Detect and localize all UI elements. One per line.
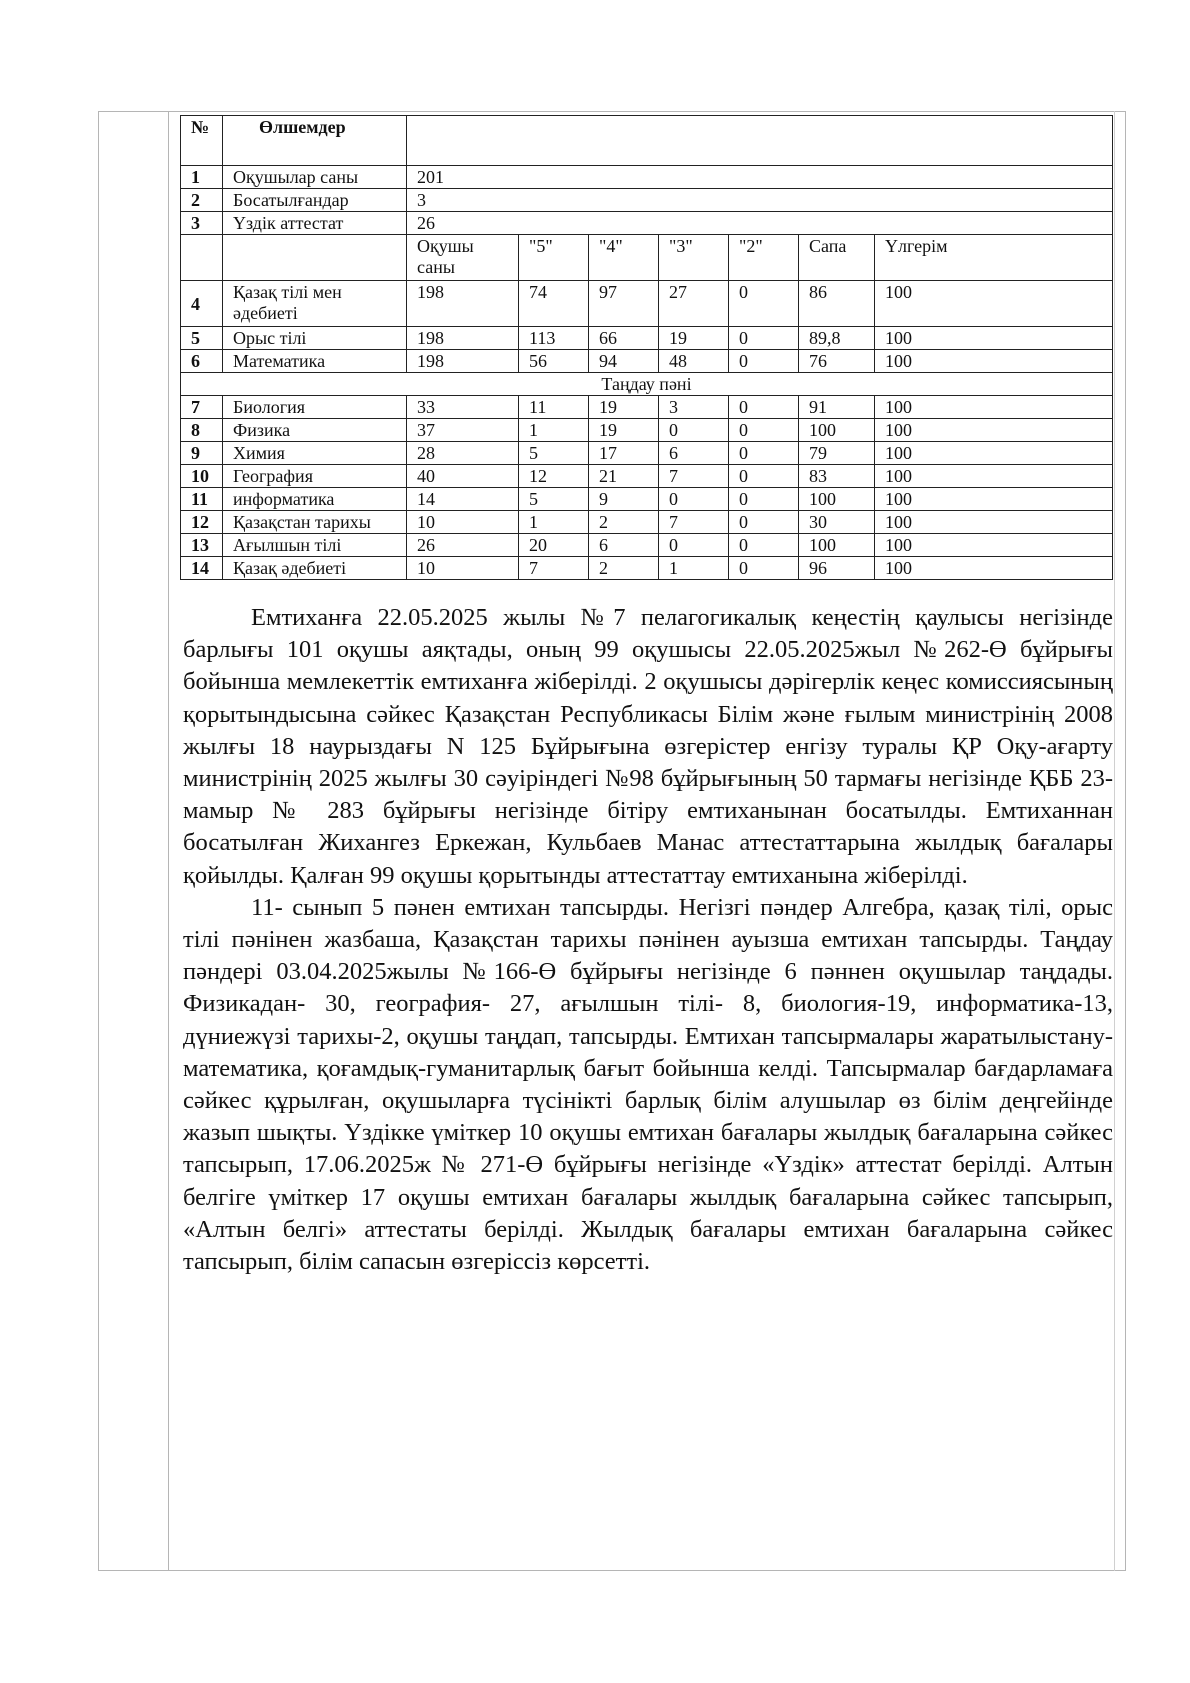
subject-name: Физика [223,419,407,442]
subject-row [181,488,1113,511]
table-cell: 37 [407,419,519,442]
table-cell: 96 [799,557,875,580]
row-value: 3 [407,189,1113,212]
subject-name: информатика [223,488,407,511]
table-cell: 100 [875,419,1113,442]
table-cell: 11 [519,396,589,419]
table-cell: 198 [407,327,519,350]
subject-row [181,281,1113,327]
header-empty [407,116,1113,166]
subject-row [181,557,1113,580]
table-cell: 1 [659,557,729,580]
table-cell: 0 [729,350,799,373]
table-cell: 100 [875,350,1113,373]
row-number: 4 [181,281,223,327]
subject-row [181,350,1113,373]
row-label: Үздік аттестат [223,212,407,235]
table-cell: 0 [729,396,799,419]
table-cell: 198 [407,281,519,327]
table-cell: 0 [729,442,799,465]
row-number: 8 [181,419,223,442]
table-cell: 28 [407,442,519,465]
table-cell: 6 [589,534,659,557]
table-cell: 17 [589,442,659,465]
row-number: 7 [181,396,223,419]
subject-name: Қазақ әдебиеті [223,557,407,580]
table-cell: 1 [519,419,589,442]
table-cell: 100 [875,396,1113,419]
table-cell: 33 [407,396,519,419]
paragraph: Емтиханға 22.05.2025 жылы №7 пелагогикалық кеңестің қаулысы негізінде барлығы 101 оқушы аяқтады, оның 99 оқушысы 22.05.2025жыл №262-Ө бұйрығы бойынша мемлекеттік емтиханға жіберілді. 2 оқушысы дәрігерлік кеңес комиссиясының қорытындысына сәйкес Қазақстан Республикасы Білім және ғылым министрінің 2008 жылғы 18 наурыздағы N 125 Бұйрығына өзгерістер енгізу туралы ҚР Оқу-ағарту министрінің 2025 жылғы 30 сәуіріндегі №98 бұйрығының 50 тармағы негізінде ҚББ 23-мамыр № 283 бұйрығы негізінде бітіру емтиханынан босатылды. Емтиханнан босатылған Жихангез Еркежан, Кульбаев Манас аттестаттарына жылдық бағалары қойылды. Қалған 99 оқушы қорытынды аттестаттау емтиханына жіберілді. [183,604,1113,889]
subject-name: Орыс тілі [223,327,407,350]
table-cell: 2 [589,511,659,534]
table-cell: 0 [729,488,799,511]
table-cell: 12 [519,465,589,488]
table-cell: 7 [519,557,589,580]
table-cell: 9 [589,488,659,511]
table-cell: 100 [875,557,1113,580]
table-cell: 94 [589,350,659,373]
table-cell: 100 [875,327,1113,350]
table-cell: 100 [875,488,1113,511]
table-cell: 30 [799,511,875,534]
row-number: 13 [181,534,223,557]
table-cell: 48 [659,350,729,373]
subject-row [181,511,1113,534]
table-cell: 5 [519,488,589,511]
table-cell: 76 [799,350,875,373]
table-cell: 100 [875,511,1113,534]
table-cell: 100 [875,465,1113,488]
results-table [180,115,1113,580]
column-header: Оқушы саны [407,235,519,281]
row-value: 26 [407,212,1113,235]
summary-row [181,166,1113,189]
subject-name: География [223,465,407,488]
elective-title: Таңдау пәні [181,373,1113,396]
table-cell: 0 [659,488,729,511]
column-header: Сапа [799,235,875,281]
row-label: Оқушылар саны [223,166,407,189]
table-cell: 6 [659,442,729,465]
table-cell: 100 [799,419,875,442]
table-cell: 79 [799,442,875,465]
table-cell: 83 [799,465,875,488]
row-label: Босатылғандар [223,189,407,212]
subject-name: Химия [223,442,407,465]
columns-header-row [181,235,1113,281]
table-cell: 100 [799,488,875,511]
row-number: 2 [181,189,223,212]
row-number: 14 [181,557,223,580]
row-number: 5 [181,327,223,350]
frame-inner-line [1114,111,1115,1571]
table-cell: 40 [407,465,519,488]
table-cell: 0 [729,511,799,534]
subject-row [181,396,1113,419]
report-text [183,602,1113,1278]
elective-section-row [181,373,1113,396]
table-cell: 0 [729,557,799,580]
row-number: 3 [181,212,223,235]
table-cell: 74 [519,281,589,327]
table-cell: 100 [875,442,1113,465]
subject-row [181,534,1113,557]
subject-row [181,419,1113,442]
blank-cell [181,235,223,281]
header-num: № [181,116,223,166]
table-cell: 10 [407,557,519,580]
row-number: 9 [181,442,223,465]
table-cell: 91 [799,396,875,419]
summary-row [181,189,1113,212]
table-cell: 56 [519,350,589,373]
table-cell: 97 [589,281,659,327]
row-value: 201 [407,166,1113,189]
table-cell: 26 [407,534,519,557]
table-cell: 198 [407,350,519,373]
paragraph: 11- сынып 5 пәнен емтихан тапсырды. Негізгі пәндер Алгебра, қазақ тілі, орыс тілі пәнінен жазбаша, Қазақстан тарихы пәнінен ауызша емтихан тапсырды. Таңдау пәндері 03.04.2025жылы №166-Ө бұйрығы негізінде 6 пәннен оқушылар таңдады. Физикадан- 30, география- 27, ағылшын тілі- 8, биология-19, информатика-13, дүниежүзі тарихы-2, оқушы таңдап, тапсырды. Емтихан тапсырмалары жаратылыстану- математика, қоғамдық-гуманитарлық бағыт бойынша келді. Тапсырмалар бағдарламаға сәйкес құрылған, оқушыларға түсінікті барлық білім алушылар өз білім деңгейінде жазып шықты. Үздікке үміткер 10 оқушы емтихан бағалары жылдық бағаларына сәйкес тапсырып, 17.06.2025ж № 271-Ө бұйрығы негізінде «Үздік» аттестат берілді. Алтын белгіге үміткер 17 оқушы емтихан бағалары жылдық бағаларына сәйкес тапсырып, «Алтын белгі» аттестаты берілді. Жылдық бағалары емтихан бағаларына сәйкес тапсырып, білім сапасын өзгеріссіз көрсетті. [183,893,1113,1276]
table-cell: 20 [519,534,589,557]
subject-name: Қазақстан тарихы [223,511,407,534]
table-cell: 66 [589,327,659,350]
table-cell: 0 [729,327,799,350]
row-number: 12 [181,511,223,534]
subject-name: Ағылшын тілі [223,534,407,557]
subject-row [181,327,1113,350]
table-cell: 5 [519,442,589,465]
subject-row [181,465,1113,488]
table-cell: 3 [659,396,729,419]
table-cell: 21 [589,465,659,488]
table-cell: 0 [659,419,729,442]
table-cell: 113 [519,327,589,350]
table-cell: 2 [589,557,659,580]
table-cell: 19 [589,396,659,419]
table-cell: 86 [799,281,875,327]
table-cell: 0 [729,534,799,557]
table-cell: 0 [729,281,799,327]
table-cell: 100 [875,534,1113,557]
table-cell: 7 [659,511,729,534]
subject-name: Математика [223,350,407,373]
table-cell: 10 [407,511,519,534]
subject-name: Биология [223,396,407,419]
row-number: 11 [181,488,223,511]
table-header-row [181,116,1113,166]
row-number: 6 [181,350,223,373]
blank-cell [223,235,407,281]
table-cell: 100 [875,281,1113,327]
table-cell: 1 [519,511,589,534]
table-cell: 7 [659,465,729,488]
header-measure: Өлшемдер [223,116,407,166]
table-cell: 0 [729,465,799,488]
table-cell: 0 [729,419,799,442]
row-number: 10 [181,465,223,488]
table-cell: 14 [407,488,519,511]
subject-row [181,442,1113,465]
table-cell: 89,8 [799,327,875,350]
table-cell: 0 [659,534,729,557]
row-number: 1 [181,166,223,189]
subject-name: Қазақ тілі мен әдебиеті [223,281,407,327]
summary-row [181,212,1113,235]
frame-divider [168,111,169,1571]
column-header: "3" [659,235,729,281]
table-cell: 19 [659,327,729,350]
table-cell: 27 [659,281,729,327]
table-cell: 100 [799,534,875,557]
column-header: "4" [589,235,659,281]
column-header: "2" [729,235,799,281]
column-header: Үлгерім [875,235,1113,281]
table-cell: 19 [589,419,659,442]
column-header: "5" [519,235,589,281]
